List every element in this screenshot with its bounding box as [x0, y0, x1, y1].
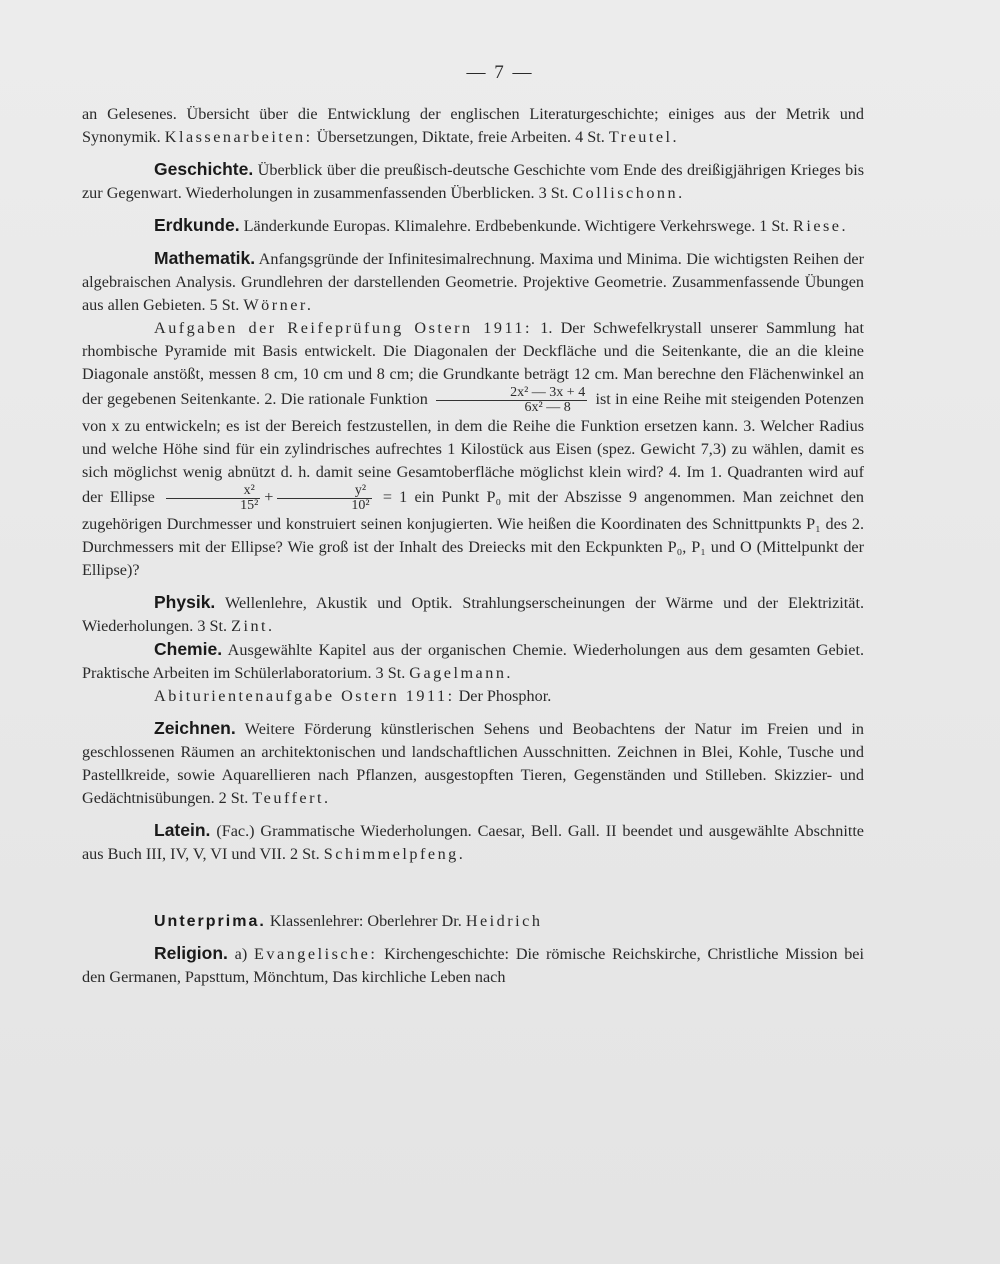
latein-text: (Fac.) Grammatische Wiederholungen. Caesar, Bell. Gall. II beendet und ausgewählte Abschnitte aus Buch III, IV, V, VI und VII. 2 St.	[82, 822, 864, 863]
latein-title: Latein.	[154, 820, 211, 840]
fraction-denominator: 10²	[351, 498, 370, 513]
physik-title: Physik.	[154, 592, 216, 612]
religion-label: Evangelische:	[254, 945, 378, 963]
class-teacher: Heidrich	[465, 912, 543, 930]
religion-part: a)	[227, 945, 255, 963]
zeichnen-teacher: Teuffert.	[252, 789, 331, 807]
chemie-teacher: Gagelmann.	[409, 664, 513, 682]
zeichnen-title: Zeichnen.	[154, 718, 236, 738]
aufgabe-2-3-4: ist in eine Reihe mit steigenden Potenzen von x zu entwickeln; es ist der Bereich festzustellen, in dem die Reihe die Funktion ersetzen kann. 3. Welcher Radius und welche Höhe sind für ein zylindrisches aufrechtes 1 Kilostück aus Eisen (spez. Gewicht 7,3) zu wählen, damit es sich möglichst wenig abnützt d. h. damit seine Gesamtoberfläche möglichst klein wird? 4. Im 1. Quadranten wird auf der Ellipse	[82, 390, 865, 507]
section-chemie	[82, 638, 864, 685]
physik-teacher: Zint.	[231, 617, 275, 635]
english-teacher: Treutel.	[608, 128, 680, 146]
aufgabe-1-2: 1. Der Schwefelkrystall unserer Sammlung hat rhombische Pyramide mit Basis entwickelt. Die Diagonalen der Deckfläche und die Seitenkante, die an die kleine Diagonale anstößt, messen 8 cm, 10 cm und 8 cm; die Grundkante beträgt 12 cm. Man berechne den Flächenwinkel an der gegebenen Seitenkante. 2. Die rationale Funktion	[82, 319, 864, 409]
page-number: — 7 —	[466, 62, 534, 83]
religion-title: Religion.	[154, 943, 228, 963]
physik-text: Wellenlehre, Akustik und Optik. Strahlungserscheinungen der Wärme und der Elektrizität. Wiederholungen. 3 St.	[82, 594, 864, 635]
fraction-y-squared	[277, 484, 371, 513]
zeichnen-text: Weitere Förderung künstlerischen Sehens und Beobachtens der Natur im Freien und in geschlossenen Räumen an architektonischen und landschaftlichen Ausschnitten. Zeichnen in Blei, Kohle, Tusche und Pastellkreide, sowie Aquarellieren nach Pflanzen, ausgestopften Tieren, Gegenständen und Stilleben. Skizzier- und Gedächtnisübungen. 2 St.	[82, 720, 864, 807]
class-name: Unterprima.	[154, 913, 266, 930]
fraction-numerator: y²	[277, 484, 371, 499]
geschichte-text: Überblick über die preußisch-deutsche Geschichte vom Ende des dreißigjährigen Krieges bis zur Gegenwart. Wiederholungen in zusammenfassenden Überblicken. 3 St.	[82, 161, 864, 202]
erdkunde-teacher: Riese.	[793, 217, 849, 235]
geschichte-teacher: Collischonn.	[572, 184, 685, 202]
aufgabe-4-rest: = 1 ein Punkt P₀ mit der Abszisse 9 angenommen. Man zeichnet den zugehörigen Durchmesser und konstruiert seinen konjugierten. Wie heißen die Koordinaten des Schnittpunkts P₁ des 2. Durchmessers mit der Ellipse? Wie groß ist der Inhalt des Dreiecks mit den Eckpunkten P₀, P₁ und O (Mittelpunkt der Ellipse)?	[82, 488, 865, 579]
section-religion	[82, 942, 864, 989]
abitur-text: Der Phosphor.	[454, 687, 552, 705]
erdkunde-text: Länderkunde Europas. Klimalehre. Erdbebenkunde. Wichtigere Verkehrswege. 1 St.	[239, 217, 794, 235]
english-label: Klassenarbeiten:	[164, 128, 313, 146]
fraction-numerator: x²	[166, 484, 260, 499]
latein-teacher: Schimmelpfeng.	[323, 845, 466, 863]
abitur-label: Abiturientenaufgabe Ostern 1911:	[154, 687, 455, 705]
fraction-rational-function	[436, 386, 587, 415]
english-rest: Übersetzungen, Diktate, freie Arbeiten. 4 St.	[312, 128, 609, 146]
section-erdkunde	[82, 214, 864, 238]
section-zeichnen	[82, 717, 864, 810]
section-physik	[82, 591, 864, 638]
section-geschichte	[82, 158, 864, 205]
section-mathematik	[82, 247, 864, 317]
geschichte-title: Geschichte.	[154, 159, 254, 179]
fraction-x-squared	[166, 484, 260, 513]
religion-text: Kirchengeschichte: Die römische Reichskirche, Christliche Mission bei den Germanen, Papsttum, Mönchtum, Das kirchliche Leben nach	[82, 945, 864, 986]
fraction-denominator: 15²	[240, 498, 259, 513]
english-continuation	[82, 103, 864, 149]
english-text: an Gelesenes. Übersicht über die Entwicklung der englischen Literaturgeschichte; einiges aus der Metrik und Synonymik.	[82, 105, 864, 146]
section-latein	[82, 819, 864, 866]
plus-sign: +	[264, 488, 274, 507]
chemie-text: Ausgewählte Kapitel aus der organischen Chemie. Wiederholungen aus dem gesamten Gebiet. Praktische Arbeiten im Schülerlaboratorium. 3 St.	[82, 641, 864, 682]
class-teacher-label: Klassenlehrer: Oberlehrer Dr.	[265, 912, 466, 930]
chemie-abitur	[82, 685, 864, 708]
page-body	[82, 103, 864, 989]
aufgaben-label: Aufgaben der Reifeprüfung Ostern 1911:	[154, 319, 533, 337]
erdkunde-title: Erdkunde.	[154, 215, 240, 235]
unterprima-heading	[82, 910, 864, 933]
chemie-title: Chemie.	[154, 639, 223, 659]
fraction-numerator: 2x² — 3x + 4	[436, 386, 587, 401]
mathematik-text: Anfangsgründe der Infinitesimalrechnung. Maxima und Minima. Die wichtigsten Reihen der algebraischen Analysis. Grundlehren der darstellenden Geometrie. Projektive Geometrie. Zusammenfassende Übungen aus allen Gebieten. 5 St.	[82, 250, 864, 314]
mathematik-title: Mathematik.	[154, 248, 256, 268]
mathematik-teacher: Wörner.	[243, 296, 314, 314]
fraction-denominator: 6x² — 8	[524, 400, 571, 415]
mathematik-aufgaben	[82, 317, 864, 582]
